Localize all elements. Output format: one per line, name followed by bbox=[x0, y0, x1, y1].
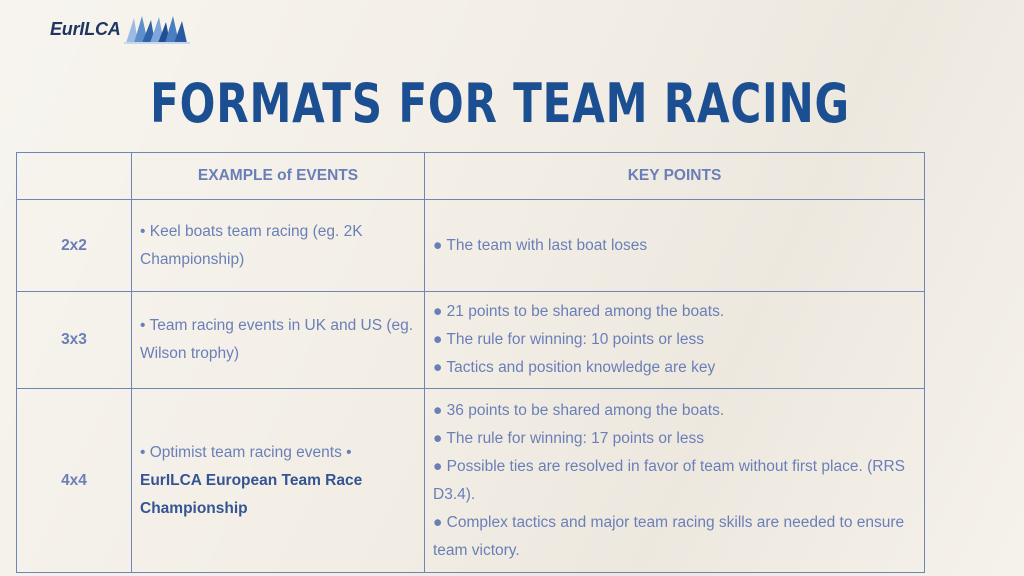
header-example-of-events: EXAMPLE of EVENTS bbox=[132, 153, 425, 200]
key-points-cell bbox=[425, 292, 925, 389]
formats-table bbox=[16, 152, 925, 573]
table-row bbox=[17, 292, 925, 389]
format-cell: 3x3 bbox=[17, 292, 132, 389]
example-cell bbox=[132, 389, 425, 573]
key-point: ● The rule for winning: 17 points or less bbox=[433, 429, 704, 447]
format-cell: 4x4 bbox=[17, 389, 132, 573]
table-header-row bbox=[17, 153, 925, 200]
header-format bbox=[17, 153, 132, 200]
example-text: • Optimist team racing events • bbox=[140, 443, 352, 461]
example-cell: • Keel boats team racing (eg. 2K Championship) bbox=[132, 200, 425, 292]
key-point: ● 36 points to be shared among the boats. bbox=[433, 401, 725, 419]
key-point: ● Tactics and position knowledge are key bbox=[433, 359, 716, 376]
example-cell: • Team racing events in UK and US (eg. Wilson trophy) bbox=[132, 292, 425, 389]
sails-logo-icon bbox=[124, 14, 190, 44]
key-point: ● Possible ties are resolved in favor of team without first place. (RRS D3.4). bbox=[433, 457, 905, 503]
key-points-cell bbox=[425, 389, 925, 573]
example-highlight: EurILCA European Team Race Championship bbox=[140, 471, 363, 517]
key-points-cell bbox=[425, 200, 925, 292]
table-row bbox=[17, 200, 925, 292]
logo bbox=[50, 12, 190, 46]
key-point: ● The rule for winning: 10 points or less bbox=[433, 331, 704, 348]
header-key-points: KEY POINTS bbox=[425, 153, 925, 200]
format-cell: 2x2 bbox=[17, 200, 132, 292]
key-point: ● 21 points to be shared among the boats. bbox=[433, 303, 725, 320]
logo-text: EurILCA bbox=[50, 18, 121, 39]
key-point: ● The team with last boat loses bbox=[433, 236, 648, 254]
table-row bbox=[17, 389, 925, 573]
page-title: FORMATS FOR TEAM RACING bbox=[150, 72, 850, 135]
key-point: ● Complex tactics and major team racing skills are needed to ensure team victory. bbox=[433, 513, 905, 559]
